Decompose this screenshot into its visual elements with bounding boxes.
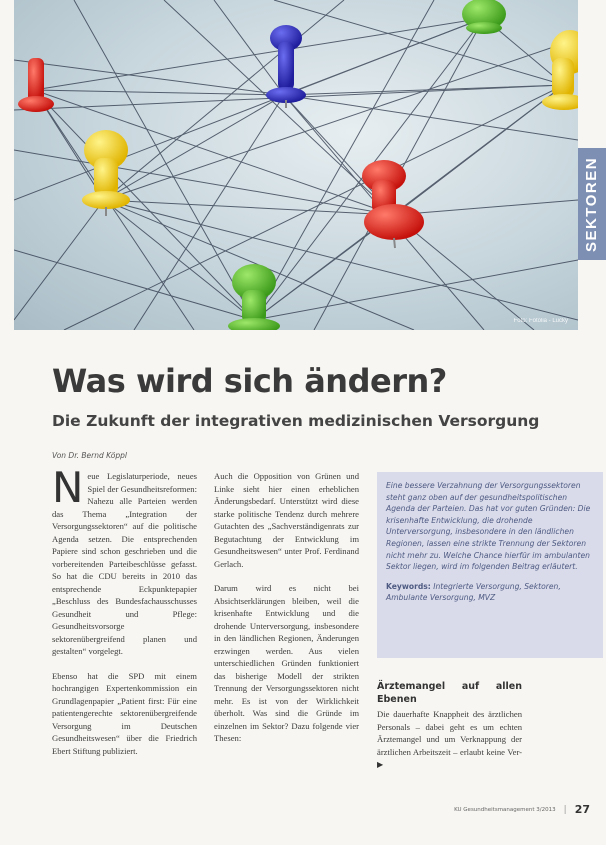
keywords-line [386,581,595,604]
blue-pin [266,25,306,108]
continue-arrow-icon: ▶ [377,760,384,769]
article-subtitle: Die Zukunft der integrativen medizinischen Versorgung [52,412,540,430]
red-pin-center [362,160,424,248]
summary-box [377,472,603,658]
keywords-label: Keywords: [386,581,431,591]
yellow-pin-right [542,30,578,110]
article-title: Was wird sich ändern? [52,362,447,400]
section-tab-label: SEKTOREN [583,156,601,252]
section-heading: Ärztemangel auf allen Ebenen [377,681,522,705]
paragraph: Auch die Opposition von Grünen und Linke sieht hier einen erheblichen Änderungsbedarf. Unterstützt wird diese starke politische Tendenz durch mehrere Gutachten des „Sachverständigenrats zur Begutachtung der Entwicklung im Gesundheitswesen“ unter Prof. Ferdinand Gerlach. [214,471,359,569]
text-column-2 [214,470,359,757]
network-pins-illustration [14,0,578,330]
journal-name: KU Gesundheitsmanagement 3/2013 [454,806,556,813]
green-pin-top [462,0,506,34]
paragraph-text: eue Legislaturperiode, neues Spiel der Gesundheitsreformen: Nahezu alle Parteien werden das Thema „Integration der Versorgungssektoren“ auf die politische Agenda setzen. Die entsprechenden Papiere sind schon geschrieben und die vorbereitenden Parteibeschlüsse gefasst. So hat die CDU bereits in 2010 das entsprechende Eckpunktepapier „Beschluss des Bundesfachausschusses Gesundheit und Pflege: Gesundheitsvorsorge sektorenübergreifend planen und gestalten“ vorgelegt. [52,471,197,656]
text-column-1 [52,463,197,769]
red-pin-left [18,58,54,112]
footer-separator: | [563,804,567,815]
photo-credit: Foto: Fotolia - Lucky [513,318,568,324]
drop-cap: N [52,463,84,512]
paragraph [52,463,197,658]
paragraph [377,708,522,772]
paragraph-text: Die dauerhafte Knappheit des ärztlichen Personals – dabei geht es um echten Ärztemangel und um Verknappung der ärztlichen Arbeitszeit – erlaubt keine Ver- [377,709,522,757]
summary-text: Eine bessere Verzahnung der Versorgungssektoren steht ganz oben auf der gesundheitspolitischen Agenda der Parteien. Das hat vor guten Gründen: Die krisenhafte Entwicklung, die drohende Unterversorgung, insbesondere in den ländlichen Regionen, lassen eine strikte Trennung der Sektoren nicht mehr zu. Welche Chance hierfür im ambulanten Sektor liegen, wird im folgenden Beitrag erläutert. [386,481,591,572]
hero-image [14,0,578,330]
page-number: 27 [574,803,590,816]
text-column-3 [377,680,522,784]
paragraph: Ebenso hat die SPD mit einem hochrangigen Expertenkommission ein Grundlagenpapier „Patient first: Für eine patientengerechte sektorenübergreifende Versorgung im Deutschen Gesundheitswesen“ über die Friedrich Ebert Stiftung publiziert. [52,670,197,756]
article-author: Von Dr. Bernd Köppl [52,451,127,460]
section-tab [578,148,606,260]
paragraph: Darum wird es nicht bei Absichtserklärungen bleiben, weil die krisenhafte Entwicklung und die drohende Unterversorgung, insbesondere in den ländlichen Regionen, Änderungen erzwingen werden. Aus vielen unterschiedlichen Gründen funktioniert das bisherige Modell der strikten Trennung der Versorgungssektoren nicht mehr. Es ist von der Wirklichkeit überholt. Was sind die Gründe im einzelnen im Sektor? Dazu folgende vier Thesen: [214,583,359,743]
keywords-value: Integrierte Versorgung, Sektoren, Ambulante Versorgung, MVZ [386,581,561,603]
page-footer [430,803,590,816]
green-pin-bottom [228,264,280,330]
